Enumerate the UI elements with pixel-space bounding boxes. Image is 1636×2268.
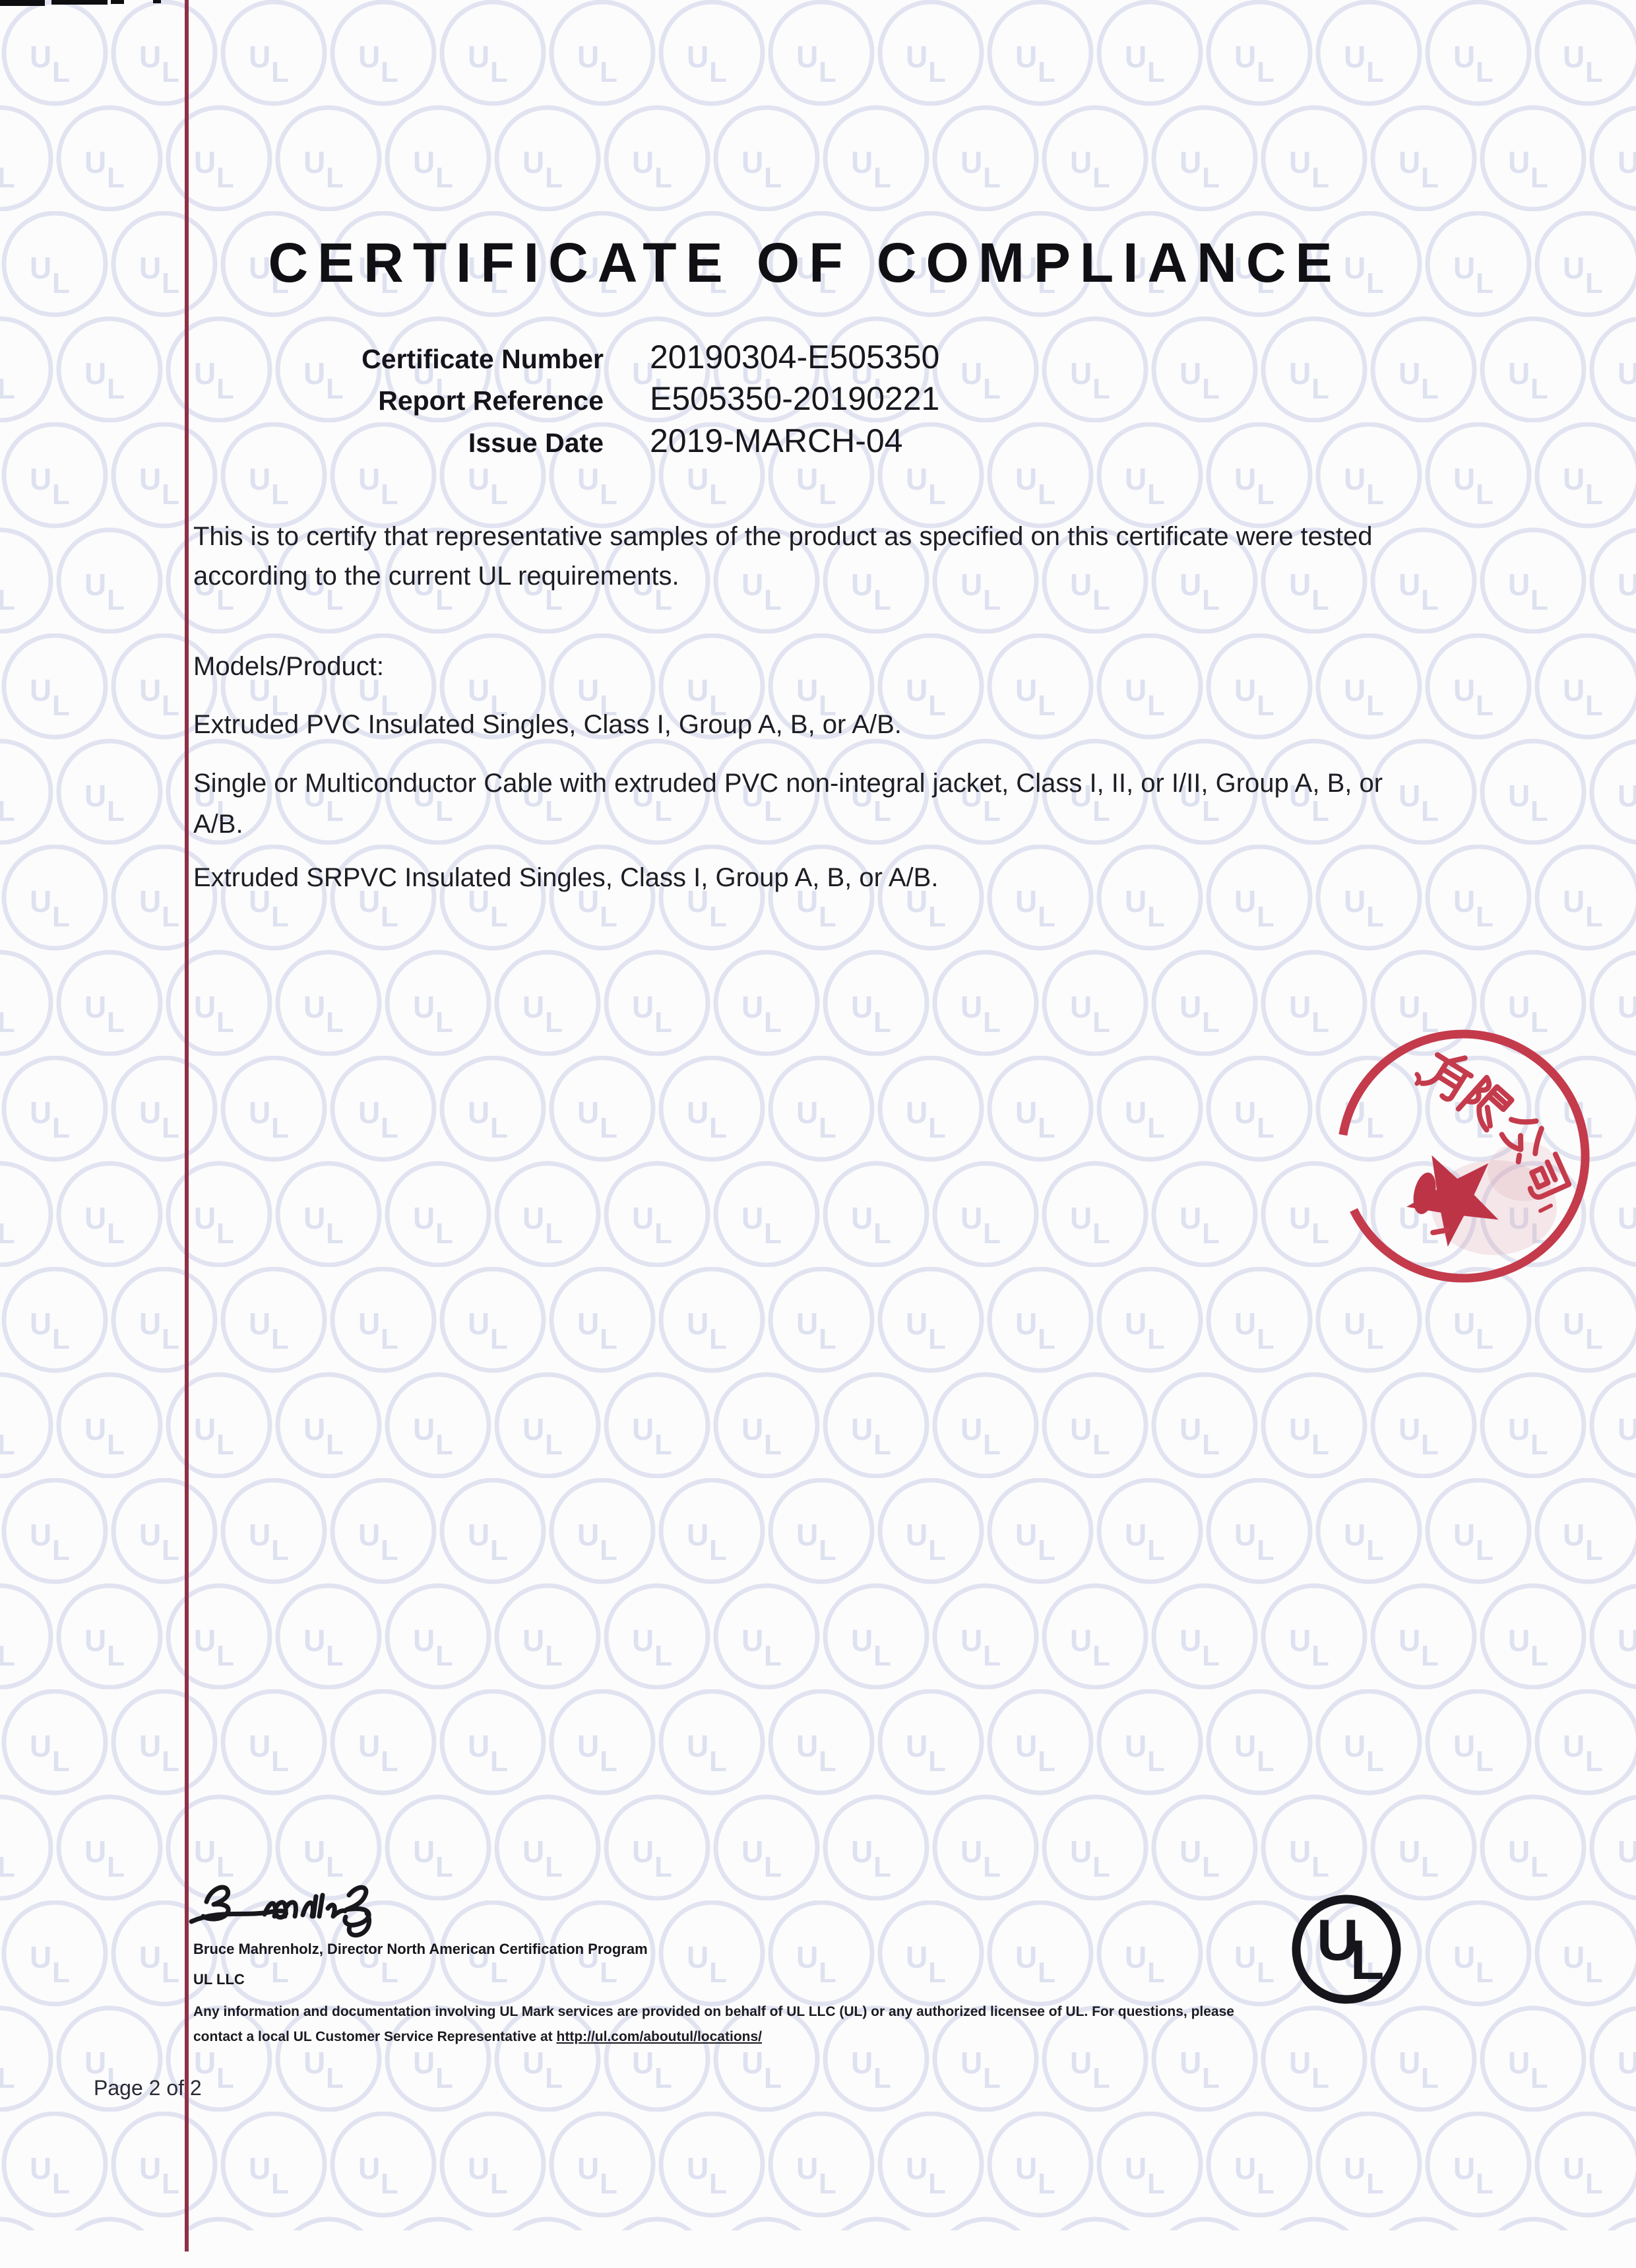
ul-logo xyxy=(1288,1891,1404,2007)
report-reference-row xyxy=(198,379,939,418)
ul-locations-link[interactable]: http://ul.com/aboutul/locations/ xyxy=(556,2029,762,2044)
product-item-1: Extruded PVC Insulated Singles, Class I, Group A, B, or A/B. xyxy=(193,710,902,739)
ul-logo-letter-l: L xyxy=(1350,1929,1385,1991)
signature xyxy=(187,1879,408,1949)
issue-date-label: Issue Date xyxy=(468,428,604,458)
product-item-3: Extruded SRPVC Insulated Singles, Class I, Group A, B, or A/B. xyxy=(193,863,939,892)
ul-logo-letter-u: U xyxy=(1317,1907,1359,1972)
issue-date-value: 2019-MARCH-04 xyxy=(650,422,903,459)
page-number: Page 2 of 2 xyxy=(94,2076,202,2100)
product-item-2: Single or Multiconductor Cable with extruded PVC non-integral jacket, Class I, II, or I/II, Group A, B, or A/B. xyxy=(193,769,1383,839)
stamp-ink-fleck xyxy=(1417,1074,1419,1084)
report-reference-value: E505350-20190221 xyxy=(650,380,940,417)
certificate-title: CERTIFICATE OF COMPLIANCE xyxy=(268,232,1342,294)
red-company-stamp xyxy=(1326,1016,1636,1307)
disclaimer xyxy=(193,1999,1234,2050)
stamp-char-xian xyxy=(1459,1078,1513,1132)
issue-date-row xyxy=(198,422,902,460)
company-name: UL LLC xyxy=(193,1971,245,1988)
signatory-name-title: Bruce Mahrenholz, Director North American Certification Program xyxy=(193,1941,648,1957)
disclaimer-line-1: Any information and documentation involving UL Mark services are provided on behalf of UL LLC (UL) or any authorized licensee of UL. For questions, please xyxy=(193,2004,1234,2019)
disclaimer-line-2 xyxy=(193,2025,1234,2050)
report-reference-label: Report Reference xyxy=(378,385,604,416)
disclaimer-line-2-prefix: contact a local UL Customer Service Representative at xyxy=(193,2029,557,2044)
certify-statement: This is to certify that representative samples of the product as specified on this certificate were tested according to the current UL requirements. xyxy=(193,522,1373,591)
certificate-number-label: Certificate Number xyxy=(362,344,604,374)
certificate-number-row xyxy=(198,338,939,376)
certificate-number-value: 20190304-E505350 xyxy=(650,339,940,375)
models-product-label: Models/Product: xyxy=(193,652,385,681)
